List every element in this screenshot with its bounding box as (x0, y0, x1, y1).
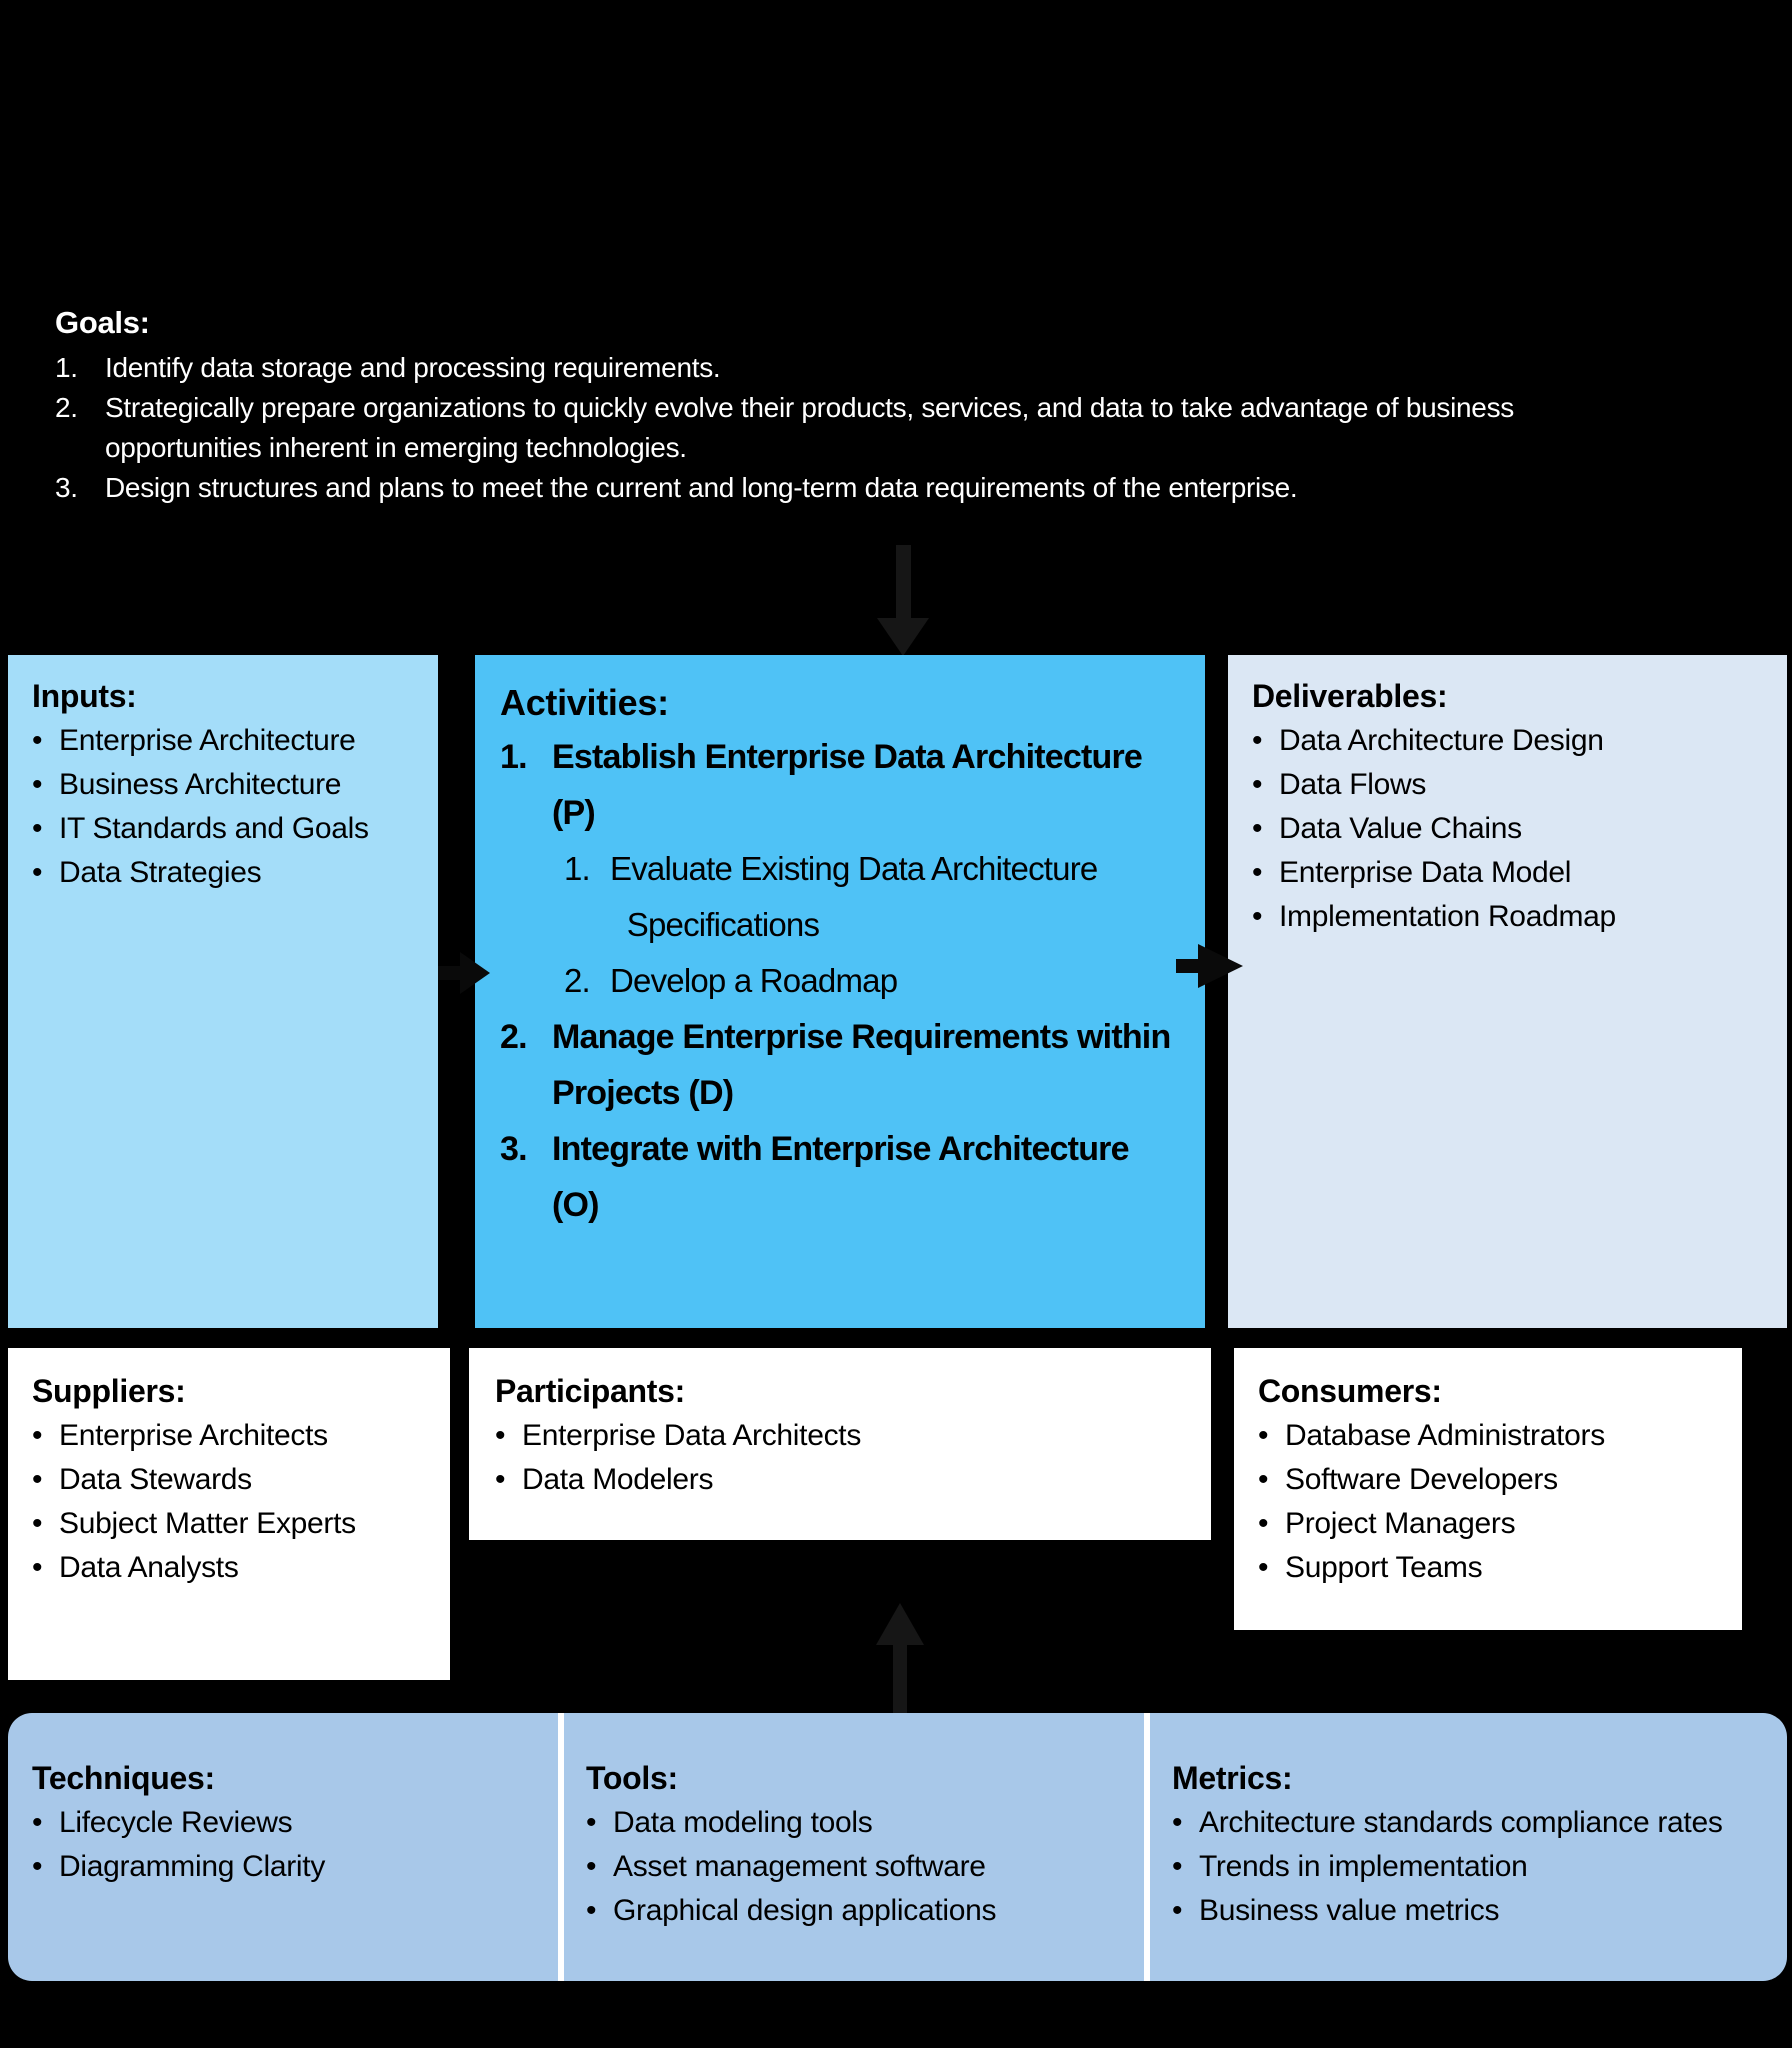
goal-number: 2. (55, 392, 78, 423)
list-item (1252, 807, 1773, 851)
panel-divider (558, 1713, 564, 1981)
goal-text: Strategically prepare organizations to quickly evolve their products, services, and data to take advantage of business opportunities inherent in emerging technologies. (105, 392, 1514, 463)
goals-section (55, 302, 1761, 508)
list-item (1252, 719, 1773, 763)
tools-heading: Tools: (586, 1760, 678, 1796)
bullet-icon: • (1252, 900, 1263, 933)
list-item (495, 1458, 1199, 1502)
bullet-icon: • (1172, 1806, 1183, 1839)
bullet-icon: • (1172, 1850, 1183, 1883)
list-item (32, 1801, 532, 1845)
metric-item: Business value metrics (1199, 1894, 1500, 1927)
activity-text: Manage Enterprise Requirements within Projects (D) (552, 1018, 1171, 1112)
deliverables-heading: Deliverables: (1252, 678, 1448, 714)
consumer-item: Project Managers (1285, 1507, 1516, 1540)
list-item (1252, 895, 1773, 939)
consumer-item: Software Developers (1285, 1463, 1558, 1496)
goal-text: Design structures and plans to meet the current and long-term data requirements of the enterprise. (105, 472, 1298, 503)
bullet-icon: • (586, 1806, 597, 1839)
metrics-section (1172, 1755, 1778, 1933)
list-item (1172, 1845, 1778, 1889)
metric-item: Architecture standards compliance rates (1199, 1806, 1723, 1839)
activity-item (500, 1121, 1193, 1233)
activity-number: 2. (500, 1018, 527, 1056)
consumer-item: Database Administrators (1285, 1419, 1605, 1452)
list-item (495, 1414, 1199, 1458)
list-item (586, 1801, 1116, 1845)
up-arrow-icon (876, 1603, 924, 1645)
tool-item: Asset management software (613, 1850, 986, 1883)
inputs-heading: Inputs: (32, 678, 137, 714)
suppliers-box (8, 1348, 450, 1680)
input-item: Data Strategies (59, 856, 262, 889)
goals-heading: Goals: (55, 305, 150, 340)
supplier-item: Enterprise Architects (59, 1419, 328, 1452)
list-item (1258, 1502, 1730, 1546)
bullet-icon: • (32, 812, 43, 845)
technique-item: Diagramming Clarity (59, 1850, 326, 1883)
activity-text: Establish Enterprise Data Architecture (P) (552, 738, 1142, 832)
bullet-icon: • (32, 1419, 43, 1452)
list-item (32, 719, 424, 763)
bullet-icon: • (1252, 812, 1263, 845)
participants-box (469, 1348, 1211, 1540)
bullet-icon: • (1252, 724, 1263, 757)
supplier-item: Data Stewards (59, 1463, 252, 1496)
panel-divider (1144, 1713, 1150, 1981)
bullet-icon: • (586, 1894, 597, 1927)
foundation-panel (8, 1713, 1787, 1981)
bullet-icon: • (1172, 1894, 1183, 1927)
bullet-icon: • (32, 1551, 43, 1584)
activity-number: 1. (564, 850, 590, 887)
bullet-icon: • (586, 1850, 597, 1883)
bullet-icon: • (1258, 1507, 1269, 1540)
deliverable-item: Enterprise Data Model (1279, 856, 1572, 889)
tools-section (586, 1755, 1116, 1933)
bullet-icon: • (1258, 1551, 1269, 1584)
metric-item: Trends in implementation (1199, 1850, 1528, 1883)
list-item (32, 807, 424, 851)
bullet-icon: • (1258, 1463, 1269, 1496)
bullet-icon: • (495, 1463, 506, 1496)
bullet-icon: • (32, 1507, 43, 1540)
deliverable-item: Data Flows (1279, 768, 1427, 801)
consumers-heading: Consumers: (1258, 1373, 1442, 1409)
list-item (1258, 1414, 1730, 1458)
techniques-heading: Techniques: (32, 1760, 215, 1796)
supplier-item: Data Analysts (59, 1551, 239, 1584)
goal-number: 1. (55, 352, 78, 383)
activity-number: 3. (500, 1130, 527, 1168)
deliverable-item: Data Value Chains (1279, 812, 1522, 845)
list-item (32, 763, 424, 807)
list-item (32, 1458, 438, 1502)
consumers-box (1234, 1348, 1742, 1630)
goal-number: 3. (55, 472, 78, 503)
bullet-icon: • (1252, 768, 1263, 801)
down-arrow-icon (877, 618, 929, 656)
list-item (32, 1414, 438, 1458)
activity-subitem (564, 953, 1193, 1009)
activity-subitem (564, 841, 1193, 953)
inputs-to-activities-arrow-icon (460, 952, 490, 994)
activity-number: 1. (500, 738, 527, 776)
list-item (1258, 1458, 1730, 1502)
suppliers-heading: Suppliers: (32, 1373, 186, 1409)
tool-item: Data modeling tools (613, 1806, 873, 1839)
up-arrow-shaft (893, 1645, 907, 1713)
down-arrow-shaft (896, 545, 911, 621)
list-item (1252, 851, 1773, 895)
input-item: IT Standards and Goals (59, 812, 369, 845)
deliverable-item: Data Architecture Design (1279, 724, 1604, 757)
activity-item (500, 729, 1193, 841)
list-item (1172, 1889, 1778, 1933)
list-item (586, 1845, 1116, 1889)
techniques-section (32, 1755, 532, 1889)
participant-item: Data Modelers (522, 1463, 714, 1496)
input-item: Enterprise Architecture (59, 724, 356, 757)
list-item (586, 1889, 1116, 1933)
activity-text: Develop a Roadmap (610, 962, 898, 999)
participants-heading: Participants: (495, 1373, 685, 1409)
activity-number: 2. (564, 962, 590, 999)
tool-item: Graphical design applications (613, 1894, 997, 1927)
metrics-heading: Metrics: (1172, 1760, 1293, 1796)
activity-item (500, 1009, 1193, 1121)
bullet-icon: • (1258, 1419, 1269, 1452)
supplier-item: Subject Matter Experts (59, 1507, 356, 1540)
goal-item (55, 348, 1761, 388)
activity-text: Evaluate Existing Data Architecture Specifications (610, 850, 1098, 943)
list-item (1258, 1546, 1730, 1590)
list-item (32, 1546, 438, 1590)
goal-item (55, 388, 1761, 468)
bullet-icon: • (32, 724, 43, 757)
participant-item: Enterprise Data Architects (522, 1419, 862, 1452)
input-item: Business Architecture (59, 768, 342, 801)
deliverable-item: Implementation Roadmap (1279, 900, 1616, 933)
list-item (32, 851, 424, 895)
inputs-box (8, 655, 438, 1328)
activity-text: Integrate with Enterprise Architecture (O) (552, 1130, 1129, 1224)
activities-to-deliverables-arrow-icon (1198, 944, 1243, 988)
list-item (32, 1502, 438, 1546)
bullet-icon: • (32, 768, 43, 801)
bullet-icon: • (1252, 856, 1263, 889)
activities-box (475, 655, 1205, 1328)
bullet-icon: • (495, 1419, 506, 1452)
bullet-icon: • (32, 1850, 43, 1883)
goal-text: Identify data storage and processing requirements. (105, 352, 721, 383)
bullet-icon: • (32, 1463, 43, 1496)
deliverables-box (1228, 655, 1787, 1328)
bullet-icon: • (32, 856, 43, 889)
list-item (32, 1845, 532, 1889)
consumer-item: Support Teams (1285, 1551, 1483, 1584)
bullet-icon: • (32, 1806, 43, 1839)
list-item (1252, 763, 1773, 807)
goal-item (55, 468, 1761, 508)
list-item (1172, 1801, 1778, 1845)
technique-item: Lifecycle Reviews (59, 1806, 293, 1839)
activities-heading: Activities: (500, 682, 669, 723)
